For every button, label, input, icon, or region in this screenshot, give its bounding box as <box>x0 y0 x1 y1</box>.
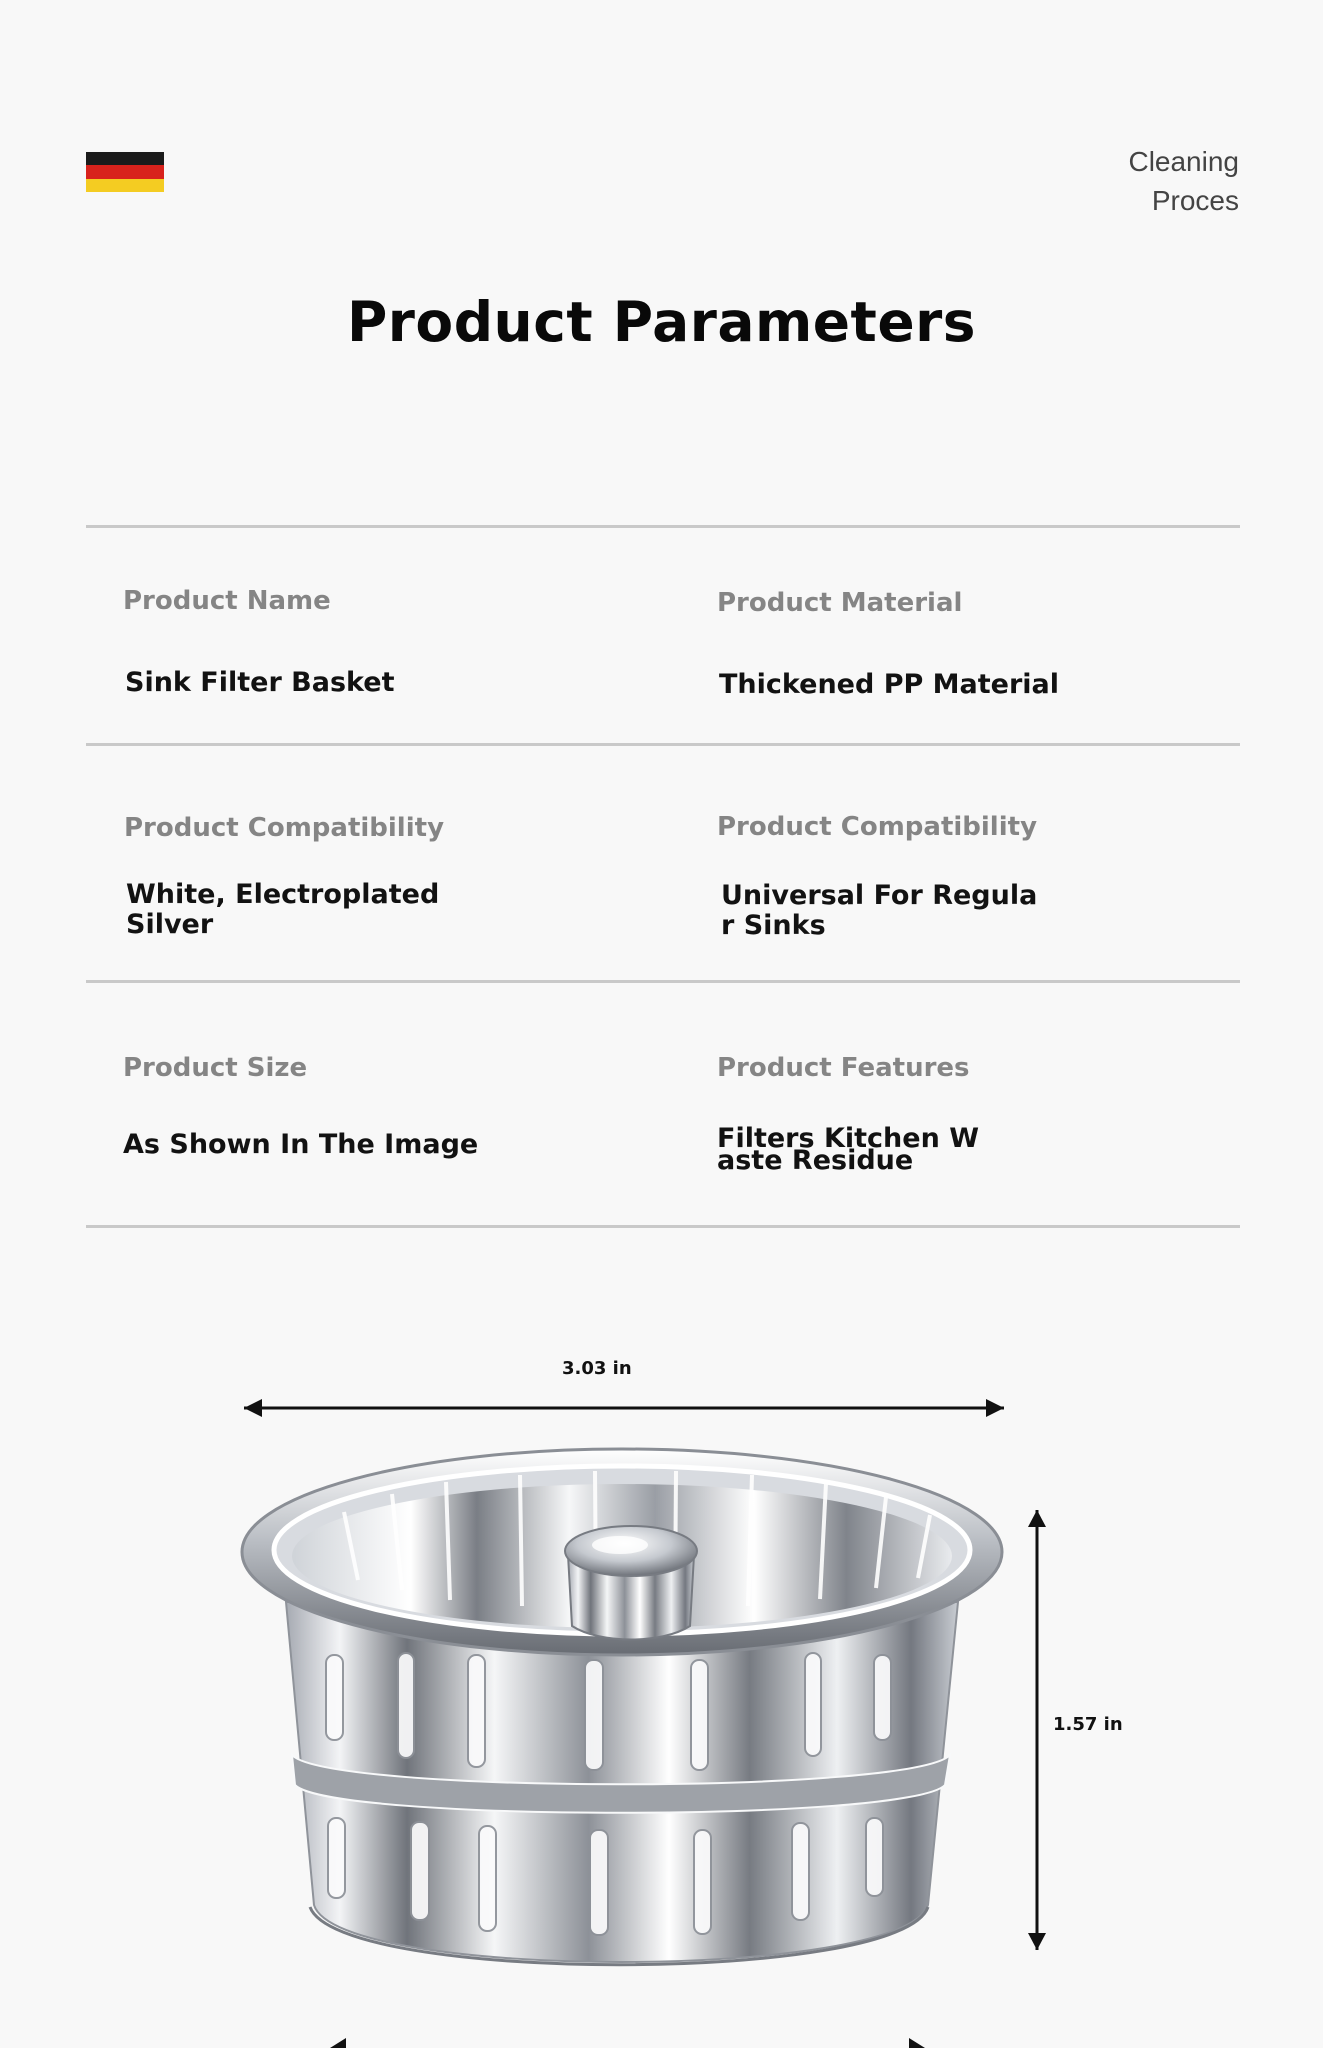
product-features-value: Filters Kitchen W aste Residue <box>717 1123 979 1176</box>
product-size-value: As Shown In The Image <box>123 1129 479 1160</box>
product-compatibility-label: Product Compatibility <box>124 813 445 843</box>
cleaning-process-label: Cleaning Proces <box>1128 146 1239 216</box>
product-size-label: Product Size <box>123 1053 308 1083</box>
bottom-arrow-fragments <box>330 2038 925 2048</box>
sink-filter-basket-image <box>242 1449 1002 1965</box>
product-features-label: Product Features <box>717 1053 970 1083</box>
product-name-label: Product Name <box>123 586 331 616</box>
width-dimension-arrow <box>244 1399 1004 1417</box>
product-material-label: Product Material <box>717 588 963 618</box>
product-compatibility-value: White, Electroplated Silver <box>126 879 440 940</box>
height-dimension-label: 1.57 in <box>1053 1714 1123 1735</box>
width-dimension-label: 3.03 in <box>562 1358 632 1379</box>
page-title: Product Parameters <box>346 290 977 354</box>
product-compatibility-label-secondary: Product Compatibility <box>717 812 1038 842</box>
height-dimension-arrow <box>1028 1510 1046 1950</box>
product-compatibility-value-secondary: Universal For Regula r Sinks <box>721 880 1038 941</box>
product-material-value: Thickened PP Material <box>719 669 1060 700</box>
product-name-value: Sink Filter Basket <box>125 667 395 698</box>
center-cap-icon <box>565 1526 697 1640</box>
